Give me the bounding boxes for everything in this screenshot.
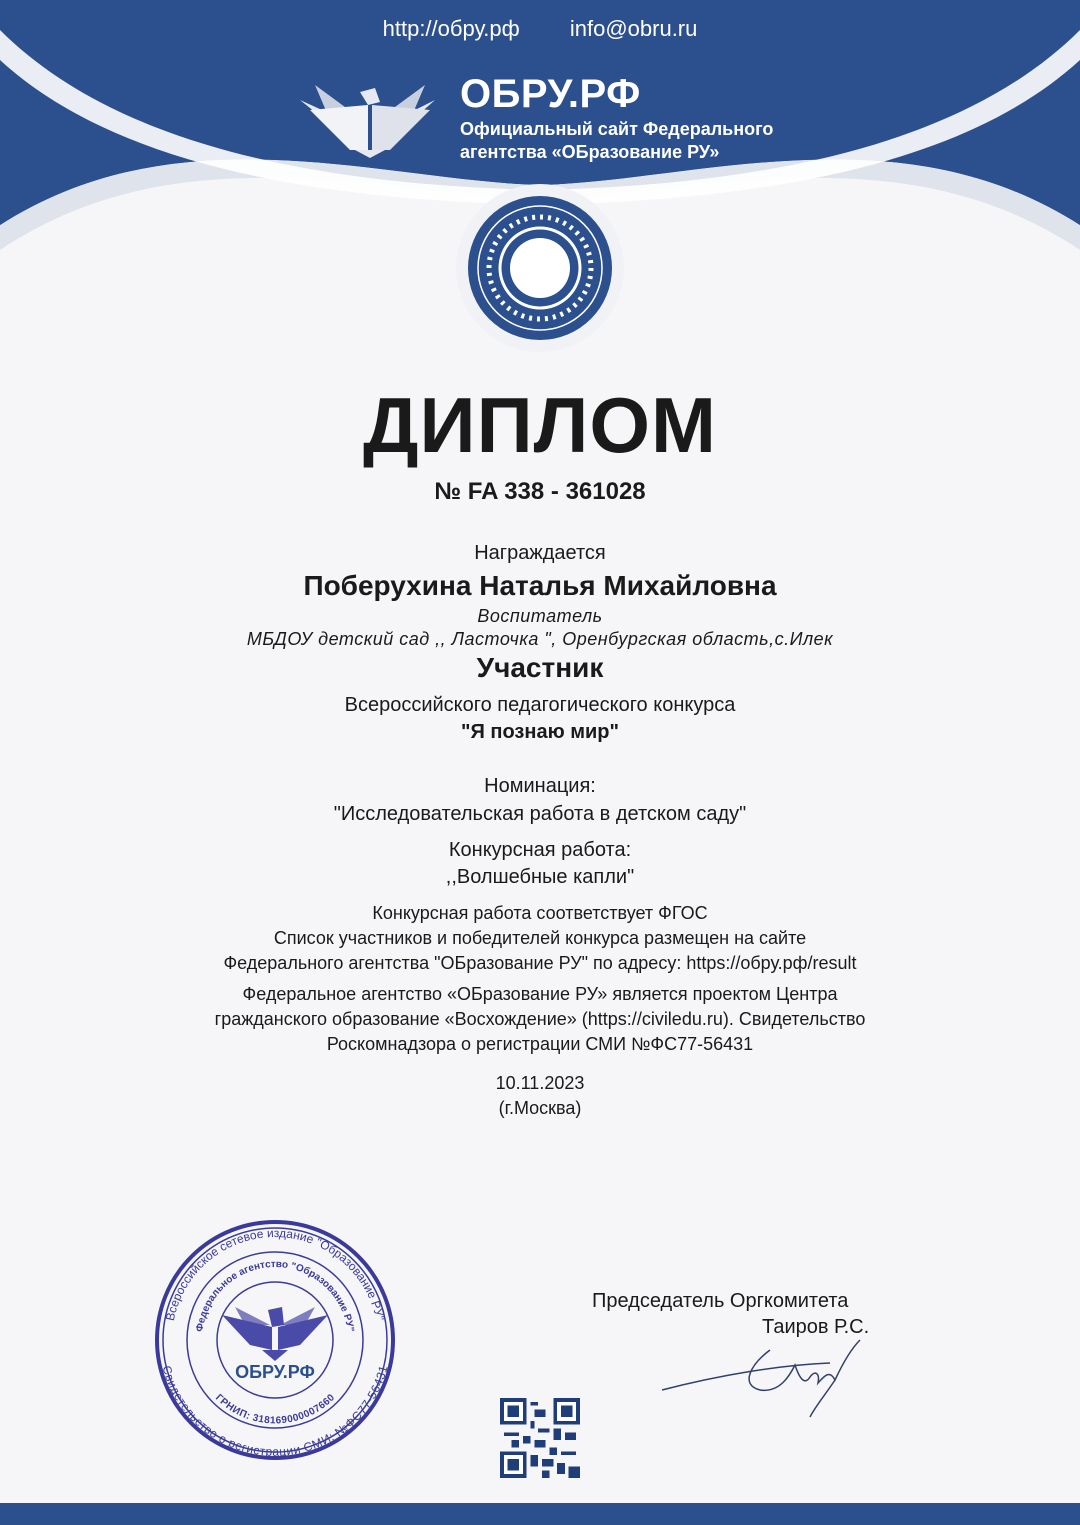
svg-text:Всероссийское сетевое издание: Всероссийское сетевое издание "Образование РУ" xyxy=(162,1225,388,1323)
nomination-label: Номинация: xyxy=(484,775,596,797)
qr-code[interactable] xyxy=(500,1398,580,1478)
brand-name: ОБРУ.РФ xyxy=(460,72,641,116)
contest-type: Всероссийского педагогического конкурса xyxy=(344,694,736,716)
awarded-label: Награждается xyxy=(474,542,606,564)
stamp-center-text: ОБРУ.РФ xyxy=(235,1362,315,1382)
chairman-role: Председатель Оргкомитета xyxy=(592,1290,849,1312)
brand-block xyxy=(460,72,773,163)
medal-emblem-icon xyxy=(456,184,624,352)
svg-text:ГРНИП: 318169000007660: ГРНИП: 318169000007660 xyxy=(213,1392,337,1427)
brand-subtitle-2: агентства «ОБразование РУ» xyxy=(460,142,720,162)
chairman-name: Таиров Р.С. xyxy=(762,1316,870,1338)
diploma-title: ДИПЛОМ xyxy=(362,381,718,469)
work-title: ,,Волшебные капли" xyxy=(445,866,635,888)
recipient-organization: МБДОУ детский сад ,, Ласточка ", Оренбургская область,с.Илек xyxy=(246,629,834,649)
recipient-position: Воспитатель xyxy=(477,606,603,626)
email-link[interactable]: info@obru.ru xyxy=(569,16,698,41)
svg-text:Федеральное агентство "Образов: Федеральное агентство "Образование РУ" xyxy=(194,1258,356,1333)
work-label: Конкурсная работа: xyxy=(448,839,632,861)
contest-name: "Я познаю мир" xyxy=(460,721,620,743)
issue-date: 10.11.2023 xyxy=(495,1073,585,1093)
list-line-1: Список участников и победителей конкурса размещен на сайте xyxy=(273,928,807,948)
signature-image xyxy=(660,1335,870,1425)
issue-city: (г.Москва) xyxy=(498,1098,582,1118)
svg-text:Свидетельство о регистрации СМ: Свидетельство о регистрации СМИ: №ФС77-56431 xyxy=(159,1364,391,1459)
header-banner xyxy=(0,0,1080,380)
header-contacts xyxy=(0,16,1080,42)
official-stamp xyxy=(150,1215,400,1465)
list-line-2: Федерального агентства "ОБразование РУ" по адресу: https://обру.рф/result xyxy=(223,953,857,973)
site-link[interactable]: http://обру.рф xyxy=(382,16,520,41)
project-line-2: гражданского образование «Восхождение» (https://civiledu.ru). Свидетельство xyxy=(214,1009,866,1029)
footer-bar xyxy=(0,1503,1080,1525)
fgos-line: Конкурсная работа соответствует ФГОС xyxy=(372,903,708,923)
recipient-name: Поберухина Наталья Михайловна xyxy=(303,570,777,601)
brand-subtitle-1: Официальный сайт Федерального xyxy=(460,119,774,139)
project-line-3: Роскомнадзора о регистрации СМИ №ФС77-56431 xyxy=(326,1034,754,1054)
project-line-1: Федеральное агентство «ОБразование РУ» является проектом Центра xyxy=(242,984,838,1004)
nomination: "Исследовательская работа в детском саду" xyxy=(333,803,747,825)
diploma-number: № FA 338 - 361028 xyxy=(434,478,646,505)
award-status: Участник xyxy=(476,652,604,683)
stamp-eagle-icon xyxy=(222,1307,328,1361)
